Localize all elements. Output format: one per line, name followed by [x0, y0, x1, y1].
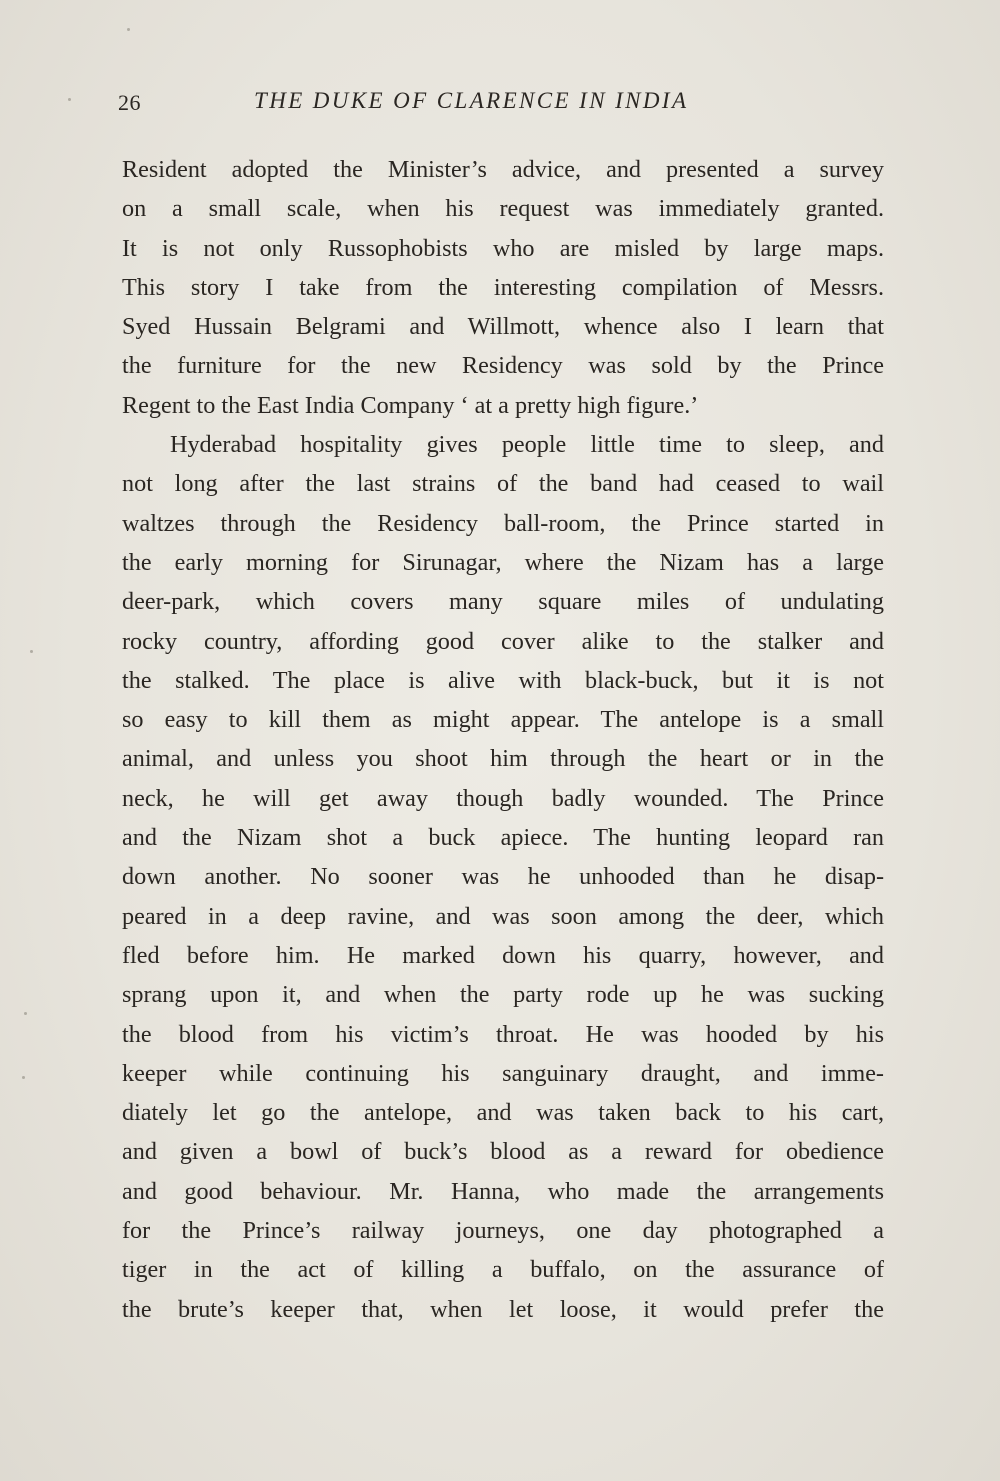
text-line: neck, he will get away though badly wounded. The Prince: [122, 784, 884, 812]
text-line: It is not only Russophobists who are misled by large maps.: [122, 234, 884, 262]
text-line: the brute’s keeper that, when let loose, it would prefer the: [122, 1295, 884, 1323]
text-line: tiger in the act of killing a buffalo, on the assurance of: [122, 1256, 884, 1284]
text-line: the early morning for Sirunagar, where the Nizam has a large: [122, 548, 884, 576]
text-line: diately let go the antelope, and was taken back to his cart,: [122, 1099, 884, 1127]
text-line: keeper while continuing his sanguinary draught, and imme-: [122, 1059, 884, 1087]
running-title: THE DUKE OF CLARENCE IN INDIA: [254, 88, 689, 113]
text-line: sprang upon it, and when the party rode up he was sucking: [122, 981, 884, 1009]
text-line: the stalked. The place is alive with black-buck, but it is not: [122, 666, 884, 694]
text-line: the blood from his victim’s throat. He was hooded by his: [122, 1020, 884, 1048]
text-line: down another. No sooner was he unhooded than he disap-: [122, 863, 884, 891]
text-line: not long after the last strains of the band had ceased to wail: [122, 470, 884, 498]
paper-speck: [30, 650, 33, 653]
text-line: and good behaviour. Mr. Hanna, who made the arrangements: [122, 1177, 884, 1205]
text-line: fled before him. He marked down his quarry, however, and: [122, 941, 884, 969]
paper-speck: [68, 98, 71, 101]
running-head: [118, 88, 878, 122]
text-line: waltzes through the Residency ball-room, the Prince started in: [122, 509, 884, 537]
page-number: 26: [118, 90, 141, 115]
text-line: deer-park, which covers many square miles of undulating: [122, 588, 884, 616]
paper-speck: [22, 1076, 25, 1079]
text-line: for the Prince’s railway journeys, one day photographed a: [122, 1217, 884, 1245]
text-line: animal, and unless you shoot him through the heart or in the: [122, 745, 884, 773]
text-line: peared in a deep ravine, and was soon among the deer, which: [122, 902, 884, 930]
text-line: on a small scale, when his request was immediately granted.: [122, 195, 884, 223]
text-line: Resident adopted the Minister’s advice, and presented a survey: [122, 156, 884, 183]
paper-speck: [127, 28, 130, 31]
paper-speck: [24, 1012, 27, 1015]
text-line: This story I take from the interesting compilation of Messrs.: [122, 273, 884, 301]
text-line: rocky country, affording good cover alike to the stalker and: [122, 627, 884, 655]
text-line: Syed Hussain Belgrami and Willmott, whence also I learn that: [122, 313, 884, 341]
text-line: the furniture for the new Residency was sold by the Prince: [122, 352, 884, 380]
text-line: and the Nizam shot a buck apiece. The hunting leopard ran: [122, 824, 884, 852]
text-line: Regent to the East India Company ‘ at a pretty high figure.’: [122, 391, 699, 419]
paragraph-first-line: Hyderabad hospitality gives people little time to sleep, and: [170, 431, 884, 459]
text-line: and given a bowl of buck’s blood as a reward for obedience: [122, 1138, 884, 1166]
body-text: [122, 150, 884, 1329]
text-line: so easy to kill them as might appear. The antelope is a small: [122, 706, 884, 734]
